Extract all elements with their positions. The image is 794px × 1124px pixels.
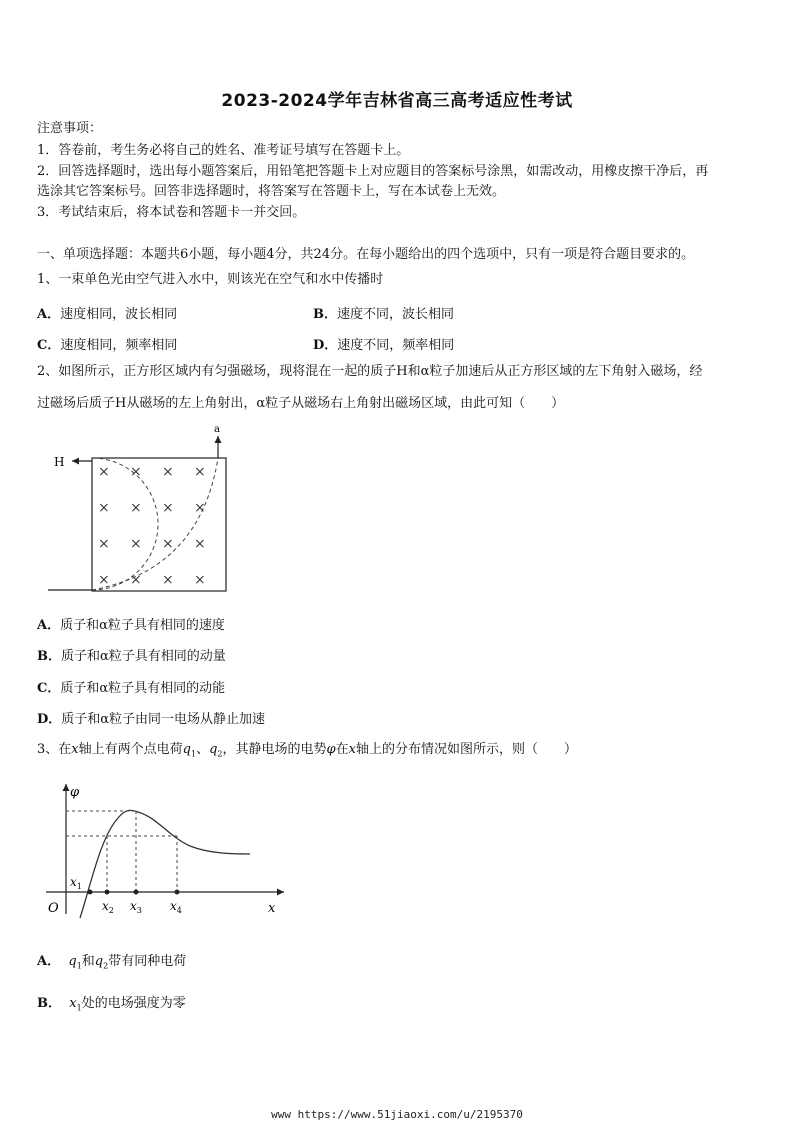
field-cross: × <box>130 500 142 516</box>
option-label: A． <box>37 307 61 322</box>
origin-label: O <box>48 901 59 916</box>
option-text: 质子和α粒子由同一电场从静止加速 <box>61 712 266 727</box>
potential-graph <box>40 778 290 928</box>
field-cross: × <box>162 464 174 480</box>
field-cross: × <box>162 572 174 588</box>
q1-option-c <box>37 334 177 353</box>
option-text: 速度相同，波长相同 <box>60 307 178 322</box>
page-title: 2023-2024学年吉林省高三高考适应性考试 <box>221 91 573 111</box>
field-cross: × <box>162 536 174 552</box>
point-x3 <box>134 890 139 895</box>
q2-stem-line1: 2、如图所示，正方形区域内有匀强磁场，现将混在一起的质子H和α粒子加速后从正方形区域的左下角射入磁场，经 <box>37 364 703 379</box>
field-cross: × <box>98 572 110 588</box>
y-axis-label: φ <box>70 785 80 800</box>
q1-option-a <box>37 303 177 322</box>
square-field-region <box>92 458 226 591</box>
point-x2 <box>105 890 110 895</box>
proton-label: H <box>54 455 65 469</box>
q1-stem: 1、一束单色光由空气进入水中，则该光在空气和水中传播时 <box>37 272 384 287</box>
option-label: C． <box>37 338 61 353</box>
label-x4: $x_4$ <box>170 899 182 915</box>
q2-option-d <box>37 708 265 727</box>
field-cross: × <box>194 536 206 552</box>
label-x3: $x_3$ <box>130 899 142 915</box>
field-cross: × <box>130 464 142 480</box>
option-label: B． <box>313 307 337 322</box>
notice-item-1: 1．答卷前，考生务必将自己的姓名、准考证号填写在答题卡上。 <box>37 143 410 158</box>
field-cross: × <box>130 536 142 552</box>
option-label: A． <box>37 618 61 633</box>
notice-item-2-cont: 选涂其它答案标号。回答非选择题时，将答案写在答题卡上，写在本试卷上无效。 <box>37 184 506 199</box>
field-cross: × <box>98 536 110 552</box>
option-text: 速度相同，频率相同 <box>60 338 178 353</box>
option-text: 速度不同，波长相同 <box>337 307 455 322</box>
label-x2: $x_2$ <box>102 899 114 915</box>
option-text: 速度不同，频率相同 <box>337 338 455 353</box>
notice-heading: 注意事项： <box>37 121 103 136</box>
magnetic-field-figure <box>40 420 240 600</box>
q2-option-c <box>37 677 225 696</box>
q2-option-a <box>37 614 225 633</box>
field-cross: × <box>194 464 206 480</box>
notice-item-3: 3．考试结束后，将本试卷和答题卡一并交回。 <box>37 205 306 220</box>
q2-option-b <box>37 645 226 664</box>
option-label: D． <box>37 712 62 727</box>
field-cross: × <box>130 572 142 588</box>
option-label: C． <box>37 681 61 696</box>
q3-stem: 3、在x轴上有两个点电荷$q_1$、$q_2$，其静电场的电势φ在x轴上的分布情况如图所示，则（ ） <box>37 742 577 759</box>
alpha-label: a <box>214 424 220 435</box>
field-cross: × <box>98 464 110 480</box>
option-text: 质子和α粒子具有相同的动量 <box>61 649 226 664</box>
section-heading: 一、单项选择题：本题共6小题，每小题4分，共24分。在每小题给出的四个选项中，只有一项是符合题目要求的。 <box>37 247 695 262</box>
option-label: D． <box>313 338 338 353</box>
notice-item-2: 2．回答选择题时，选出每小题答案后，用铅笔把答题卡上对应题目的答案标号涂黑，如需改动，用橡皮擦干净后，再 <box>37 164 709 179</box>
label-x1: $x_1$ <box>70 875 82 891</box>
point-x1 <box>88 890 93 895</box>
option-text: 质子和α粒子具有相同的动能 <box>60 681 226 696</box>
x-axis-label: x <box>268 901 276 916</box>
q1-option-b <box>313 303 454 322</box>
q1-option-d <box>313 334 454 353</box>
field-crosses <box>98 464 206 588</box>
option-text: 质子和α粒子具有相同的速度 <box>60 618 225 633</box>
point-x4 <box>175 890 180 895</box>
field-cross: × <box>194 500 206 516</box>
footer-url: www https://www.51jiaoxi.com/u/2195370 <box>271 1108 523 1121</box>
option-label: B． <box>37 649 61 664</box>
q2-stem-line2: 过磁场后质子H从磁场的左上角射出，α粒子从磁场右上角射出磁场区域，由此可知（ ） <box>37 396 565 411</box>
q3-option-b: B． $x_1$处的电场强度为零 <box>37 996 186 1013</box>
field-cross: × <box>98 500 110 516</box>
field-cross: × <box>162 500 174 516</box>
q3-option-a: A． $q_1$和$q_2$带有同种电荷 <box>37 954 187 971</box>
field-cross: × <box>194 572 206 588</box>
